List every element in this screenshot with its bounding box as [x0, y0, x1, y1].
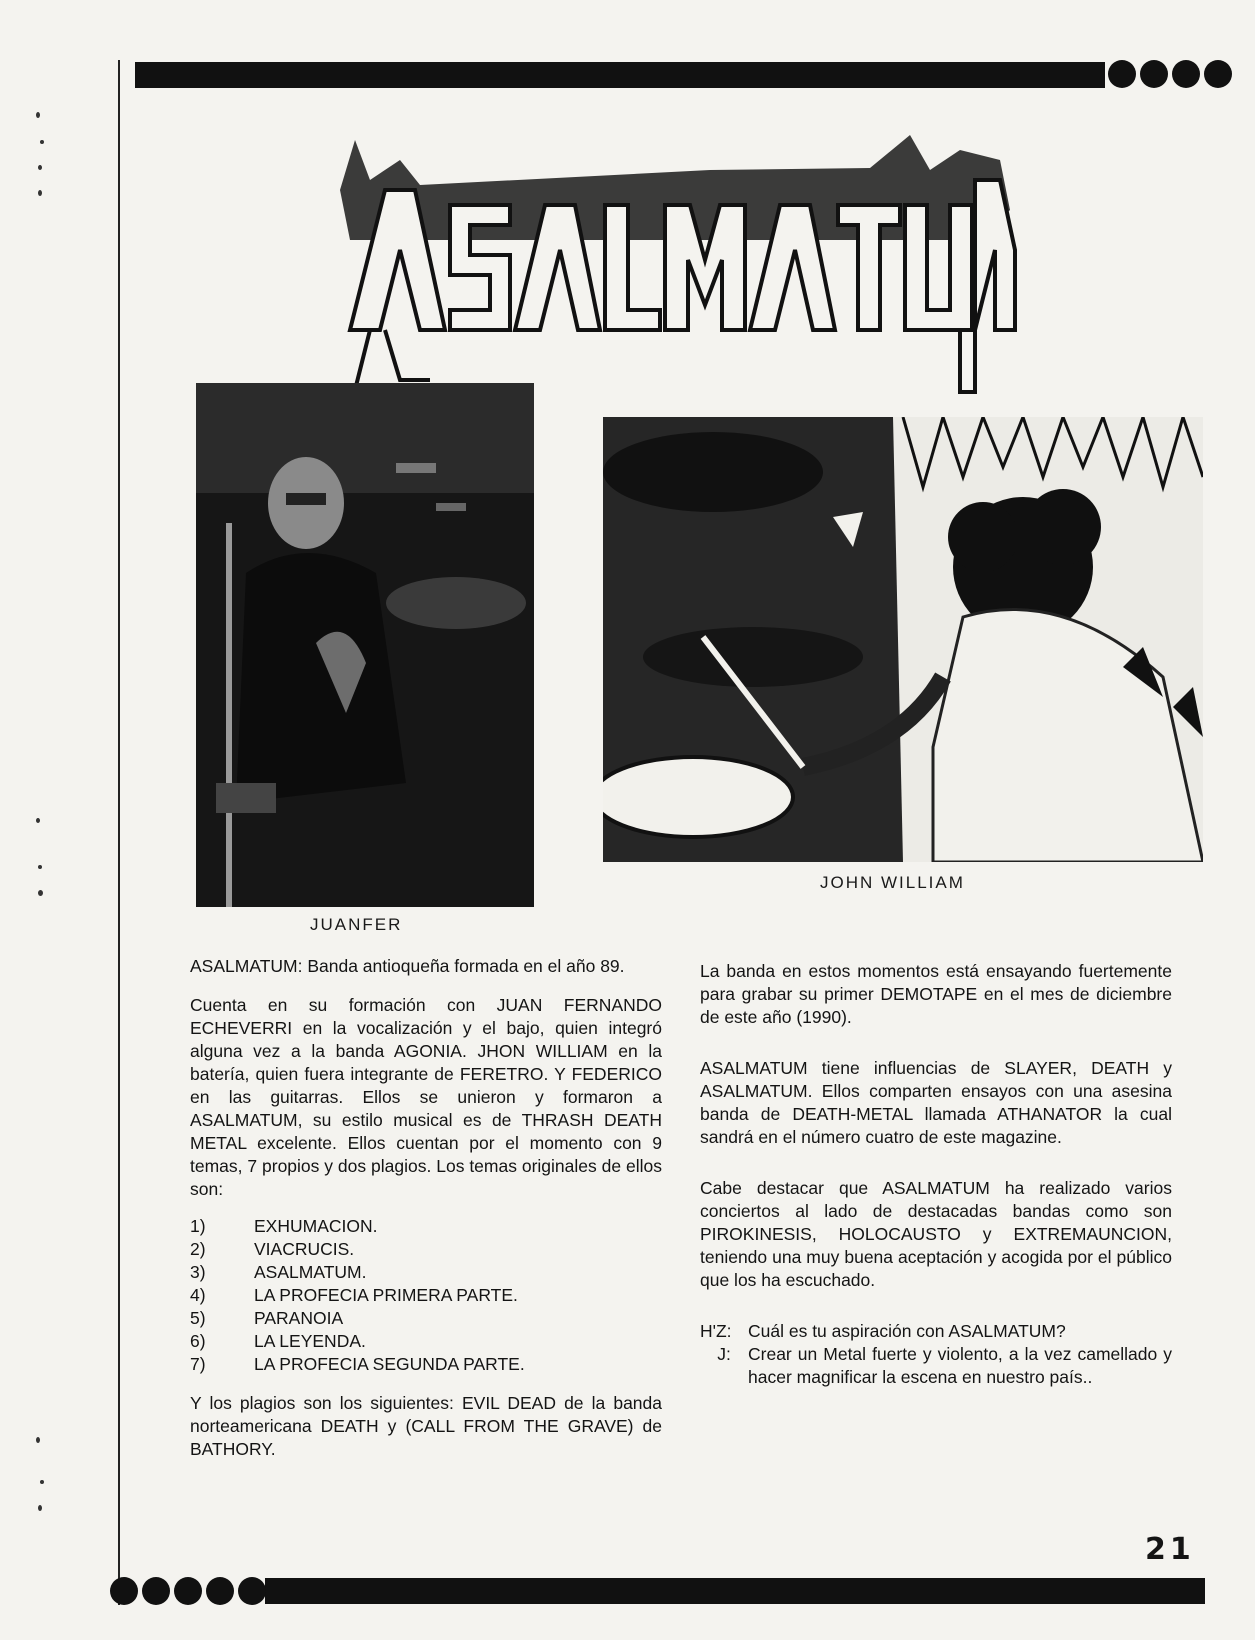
- bottom-border-bar: [265, 1578, 1205, 1604]
- scan-speck: [38, 1505, 42, 1511]
- photo-caption-right: JOHN WILLIAM: [820, 873, 965, 892]
- scan-speck: [36, 818, 40, 823]
- list-item: 6) LA LEYENDA.: [190, 1331, 366, 1351]
- intro-paragraph: ASALMATUM: Banda antioqueña formada en el año 89.: [190, 956, 625, 976]
- scan-speck: [36, 1437, 40, 1443]
- list-item: 5) PARANOIA: [190, 1308, 344, 1328]
- scan-speck: [38, 190, 42, 196]
- list-item: 7) LA PROFECIA SEGUNDA PARTE.: [190, 1354, 525, 1374]
- interview-answer: J: Crear un Metal fuerte y violento, a la vez camellado y hacer magnificar la escena en nuestro país..: [717, 1344, 1172, 1387]
- list-item: 1) EXHUMACION.: [190, 1216, 378, 1236]
- covers-paragraph: Y los plagios son los siguientes: EVIL DEAD de la banda norteamericana DEATH y (CALL FROM THE GRAVE) de BATHORY.: [190, 1393, 662, 1459]
- top-dots-ornament: [1108, 60, 1232, 88]
- right-text-column: [700, 960, 1172, 1389]
- scan-speck: [36, 112, 40, 118]
- list-item: 2) VIACRUCIS.: [190, 1239, 355, 1259]
- bottom-dots-ornament: [110, 1577, 266, 1605]
- scan-speck: [40, 140, 44, 144]
- photo-vocalist: [196, 383, 534, 907]
- scan-speck: [40, 1480, 44, 1484]
- concerts-paragraph: Cabe destacar que ASALMATUM ha realizado varios conciertos al lado de destacadas bandas como son PIROKINESIS, HOLOCAUSTO y EXTREMAUNCION, teniendo una muy buena aceptación y acogida por el público que los ha escuchado.: [700, 1178, 1172, 1290]
- page-number: 21: [1145, 1532, 1195, 1567]
- left-border-rule: [118, 60, 120, 1605]
- interview-question: H'Z: Cuál es tu aspiración con ASALMATUM?: [700, 1321, 1066, 1341]
- scan-speck: [38, 890, 43, 896]
- song-list: [190, 1215, 662, 1376]
- list-item: 3) ASALMATUM.: [190, 1262, 367, 1282]
- scan-speck: [38, 165, 42, 170]
- top-border-bar: [135, 62, 1105, 88]
- photo-caption-left: JUANFER: [310, 915, 403, 934]
- photo-drummer: [603, 417, 1203, 862]
- band-logo: [310, 130, 1020, 400]
- left-text-column: [190, 955, 662, 1477]
- scan-speck: [38, 865, 42, 869]
- list-item: 4) LA PROFECIA PRIMERA PARTE.: [190, 1285, 518, 1305]
- demo-paragraph: La banda en estos momentos está ensayando fuertemente para grabar su primer DEMOTAPE en el mes de diciembre de este año (1990).: [700, 961, 1172, 1027]
- lineup-paragraph: Cuenta en su formación con JUAN FERNANDO ECHEVERRI en la vocalización y el bajo, quien integró alguna vez a la banda AGONIA. JHON WILLIAM en la batería, quien fuera integrante de FERETRO. Y FEDERICO en las guitarras. Ellos se unieron y formaron a ASALMATUM, su estilo musical es de THRASH DEATH METAL excelente. Ellos cuentan por el momento con 9 temas, 7 propios y dos plagios. Los temas originales de ellos son:: [190, 995, 662, 1199]
- influences-paragraph: ASALMATUM tiene influencias de SLAYER, DEATH y ASALMATUM. Ellos comparten ensayos con una asesina banda de DEATH-METAL llamada ATHANATOR la cual sandrá en el número cuatro de este magazine.: [700, 1058, 1172, 1147]
